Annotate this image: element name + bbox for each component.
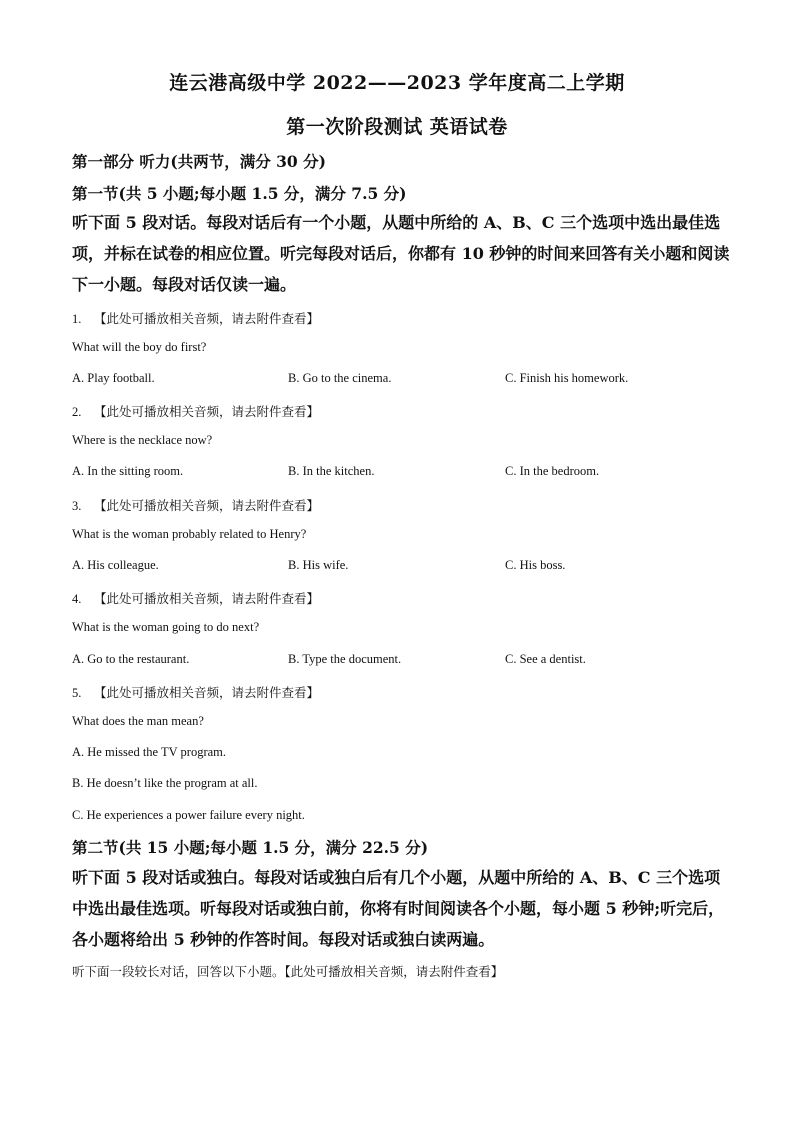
question-number: 4. — [72, 592, 82, 606]
question-5-option-c[interactable]: C. He experiences a power failure every night. — [72, 808, 305, 822]
question-1-options — [72, 371, 772, 389]
question-5-option-b[interactable]: B. He doesn’t like the program at all. — [72, 776, 258, 790]
section2-heading: 第二节(共 15 小题;每小题 1.5 分，满分 22.5 分) — [72, 838, 429, 857]
question-5-text: What does the man mean? — [72, 714, 204, 728]
question-4-audio[interactable] — [72, 589, 319, 607]
audio-note: 【此处可播放相关音频，请去附件查看】 — [94, 405, 320, 419]
audio-note: 【此处可播放相关音频，请去附件查看】 — [94, 499, 320, 513]
exam-title-line2: 第一次阶段测试 英语试卷 — [286, 116, 508, 138]
section1-heading: 第一节(共 5 小题;每小题 1.5 分，满分 7.5 分) — [72, 184, 407, 203]
option-b[interactable]: B. Type the document. — [288, 652, 402, 666]
part1-heading: 第一部分 听力(共两节，满分 30 分) — [72, 152, 326, 171]
question-5-option-a[interactable]: A. He missed the TV program. — [72, 745, 227, 759]
question-1-audio[interactable] — [72, 309, 319, 327]
question-4-options — [72, 652, 772, 670]
section2-instructions: 听下面 5 段对话或独白。每段对话或独白后有几个小题，从题中所给的 A、B、C 三个选项中选出最佳选项。听每段对话或独白前，你将有时间阅读各个小题，每小题 5 秒钟;听完后，各小题将给出 5 秒钟的作答时间。每段对话或独白读两遍。 — [72, 868, 725, 949]
question-2-text: Where is the necklace now? — [72, 433, 213, 447]
question-4-text: What is the woman going to do next? — [72, 620, 260, 634]
audio-note: 【此处可播放相关音频，请去附件查看】 — [94, 686, 320, 700]
question-1-text: What will the boy do first? — [72, 340, 207, 354]
question-number: 2. — [72, 405, 82, 419]
question-number: 1. — [72, 312, 82, 326]
exam-title-line1: 连云港高级中学 2022——2023 学年度高二上学期 — [169, 72, 625, 94]
option-a[interactable]: A. His colleague. — [72, 558, 159, 572]
option-c[interactable]: C. In the bedroom. — [505, 464, 600, 478]
question-3-text: What is the woman probably related to Henry? — [72, 527, 307, 541]
final-audio-note[interactable]: 听下面一段较长对话，回答以下小题。【此处可播放相关音频，请去附件查看】 — [72, 964, 504, 979]
audio-note: 【此处可播放相关音频，请去附件查看】 — [94, 592, 320, 606]
question-3-options — [72, 558, 772, 576]
question-5-audio[interactable] — [72, 683, 319, 701]
question-2-audio[interactable] — [72, 402, 319, 420]
option-b[interactable]: B. Go to the cinema. — [288, 371, 392, 385]
option-c[interactable]: C. His boss. — [505, 558, 566, 572]
option-b[interactable]: B. In the kitchen. — [288, 464, 375, 478]
audio-note: 【此处可播放相关音频，请去附件查看】 — [94, 312, 320, 326]
question-3-audio[interactable] — [72, 496, 319, 514]
question-number: 3. — [72, 499, 82, 513]
question-number: 5. — [72, 686, 82, 700]
option-a[interactable]: A. Go to the restaurant. — [72, 652, 190, 666]
option-b[interactable]: B. His wife. — [288, 558, 349, 572]
section1-instructions: 听下面 5 段对话。每段对话后有一个小题，从题中所给的 A、B、C 三个选项中选出最佳选项，并标在试卷的相应位置。听完每段对话后，你都有 10 秒钟的时间来回答有关小题和阅读下一小题。每段对话仅读一遍。 — [72, 213, 730, 294]
question-2-options — [72, 464, 772, 482]
option-a[interactable]: A. Play football. — [72, 371, 155, 385]
option-a[interactable]: A. In the sitting room. — [72, 464, 184, 478]
option-c[interactable]: C. Finish his homework. — [505, 371, 629, 385]
option-c[interactable]: C. See a dentist. — [505, 652, 586, 666]
